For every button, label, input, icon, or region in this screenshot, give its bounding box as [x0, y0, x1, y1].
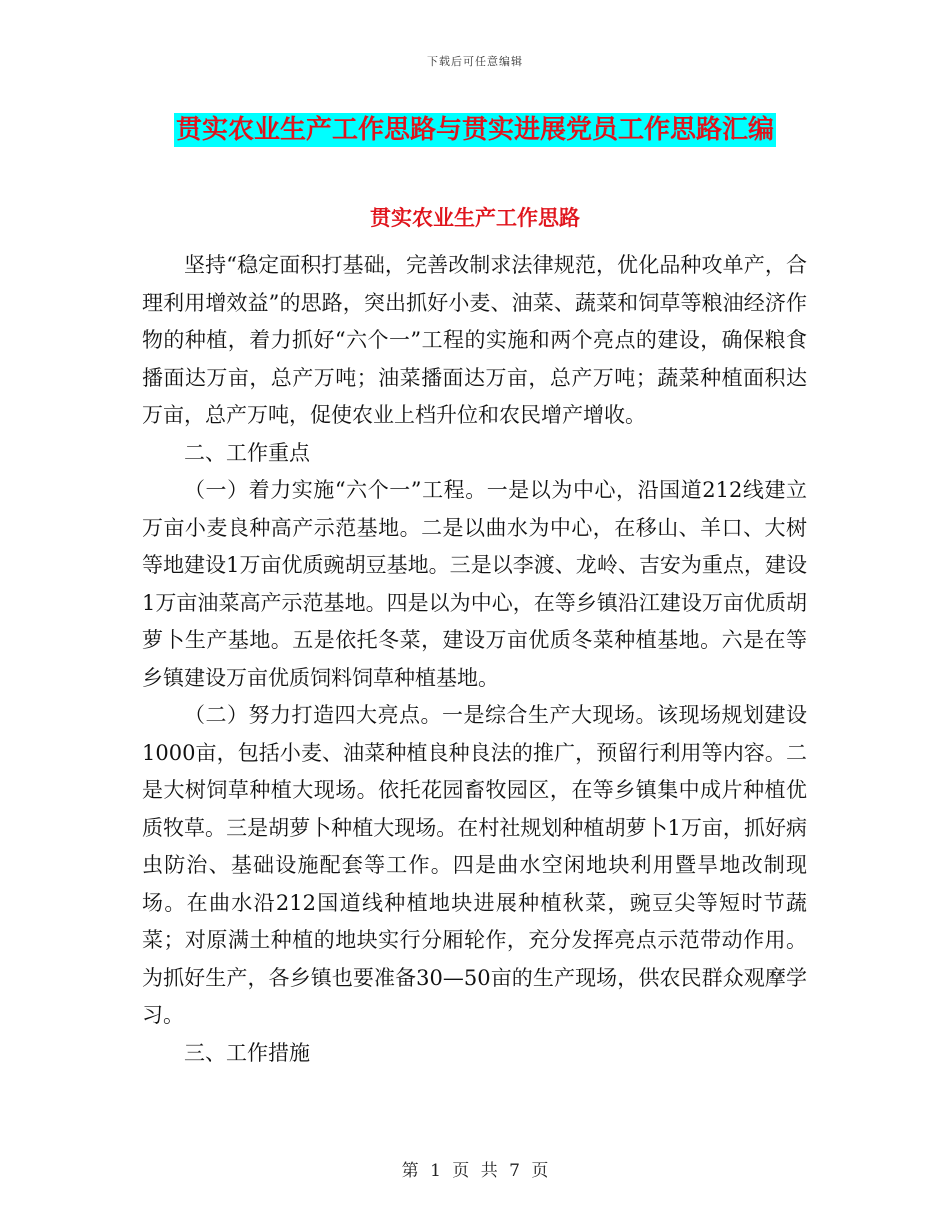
page-header: 下载后可任意编辑 — [427, 55, 523, 68]
heading-work-measures: 三、工作措施 — [184, 1040, 310, 1065]
document-body — [142, 247, 807, 1072]
page-footer: 第 1 页 共 7 页 — [401, 1161, 549, 1181]
main-title: 贯实农业生产工作思路与贯实进展党员工作思路汇编 — [175, 115, 774, 145]
heading-work-focus: 二、工作重点 — [184, 440, 310, 465]
paragraph-six-one-project: （一）着力实施“六个一”工程。一是以为中心，沿国道212线建立万亩小麦良种高产示范基地。二是以曲水为中心，在移山、羊口、大树等地建设1万亩优质豌胡豆基地。三是以李渡、龙岭、吉安为重点，建设1万亩油菜高产示范基地。四是以为中心，在等乡镇沿江建设万亩优质胡萝卜生产基地。五是依托冬菜，建设万亩优质冬菜种植基地。六是在等乡镇建设万亩优质饲料饲草种植基地。 — [142, 478, 807, 690]
paragraph-four-highlights: （二）努力打造四大亮点。一是综合生产大现场。该现场规划建设1000亩，包括小麦、油菜种植良种良法的推广，预留行利用等内容。二是大树饲草种植大现场。依托花园畜牧园区，在等乡镇集中成片种植优质牧草。三是胡萝卜种植大现场。在村社规划种植胡萝卜1万亩，抓好病虫防治、基础设施配套等工作。四是曲水空闲地块利用暨旱地改制现场。在曲水沿212国道线种植地块进展种植秋菜，豌豆尖等短时节蔬菜；对原满土种植的地块实行分厢轮作，充分发挥亮点示范带动作用。为抓好生产，各乡镇也要准备30—50亩的生产现场，供农民群众观摩学习。 — [142, 703, 807, 1027]
main-title-container — [0, 113, 950, 147]
section-title: 贯实农业生产工作思路 — [370, 206, 580, 230]
paragraph-intro: 坚持“稳定面积打基础，完善改制求法律规范，优化品种攻单产，合理利用增效益”的思路，突出抓好小麦、油菜、蔬菜和饲草等粮油经济作物的种植，着力抓好“六个一”工程的实施和两个亮点的建设，确保粮食播面达万亩，总产万吨；油菜播面达万亩，总产万吨；蔬菜种植面积达万亩，总产万吨，促使农业上档升位和农民增产增收。 — [142, 253, 807, 427]
